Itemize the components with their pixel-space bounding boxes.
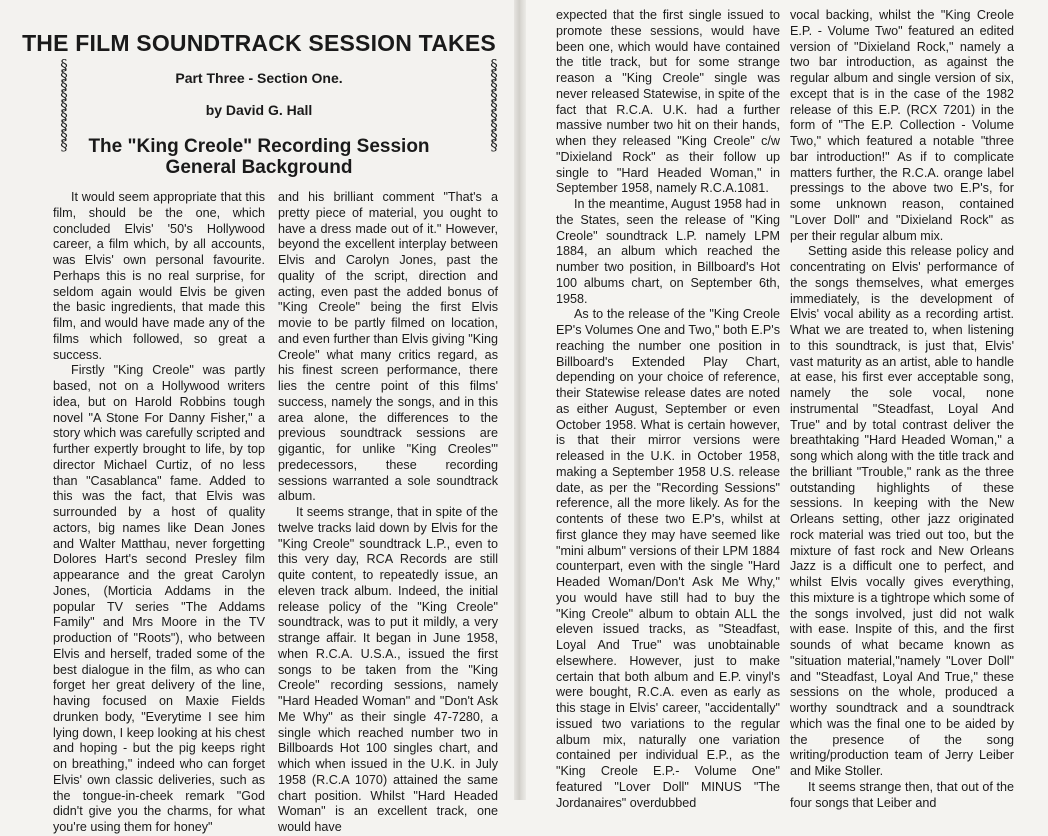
paragraph: It seems strange then, that out of the four songs that Leiber and xyxy=(790,779,1014,810)
text-column-2 xyxy=(278,190,498,836)
part-heading: Part Three - Section One. xyxy=(175,70,343,86)
paragraph: Firstly "King Creole" was partly based, not on a Hollywood writers idea, but on Harold Robbins tough novel "A Stone For Danny Fisher," a story which was carefully scripted and further expertly brought to life, by top director Michael Curtiz, of no less than "Casablanca" fame. Added to this was the fact, that Elvis was surrounded by a host of quality actors, big names like Dean Jones and Walter Matthau, never forgetting Dolores Hart's second Presley film appearance and the great Carolyn Jones, (Morticia Addams in the popular TV series "The Addams Family" and Mrs Moore in the TV production of "Roots"), who between Elvis and herself, traded some of the best dialogue in the film, as who can forget her great delivery of the line, having focused on Maxie Fields drunken body, "Everytime I see him lying down, I keep looking at his chest and hoping - but the pig keeps right on breathing," indeed who can forget Elvis' own classic deliveries, such as the tongue-in-cheek remark "God didn't give you the charms, for what you're using them for honey" xyxy=(53,363,265,834)
text-column-1 xyxy=(53,190,265,836)
section-title: THE FILM SOUNDTRACK SESSION TAKES xyxy=(22,30,496,56)
paragraph: In the meantime, August 1958 had in the States, seen the release of "King Creole" soundtrack L.P. namely LPM 1884, an album which reached the number two position, in Billboard's Hot 100 albums chart, on September 6th, 1958. xyxy=(556,197,780,306)
text-column-3 xyxy=(556,8,780,811)
paragraph: Setting aside this release policy and concentrating on Elvis' performance of the songs themselves, what emerges immediately, is the development of Elvis' vocal ability as a recording artist. What we are treated to, when listening to this soundtrack, is just that, Elvis' vast maturity as an artist, able to handle at ease, his first ever acceptable song, namely the sole vocal, none instrumental "Steadfast, Loyal And True" and by total contrast deliver the breathtaking "Hard Headed Woman," a song which along with the title track and the brilliant "Trouble," rank as the three outstanding highlights of these sessions. In keeping with the New Orleans setting, other jazz originated rock material was tried out too, but the mixture of fast rock and New Orleans Jazz is a difficult one to perfect, and whilst Elvis vocally gives everything, this mixture is a tightrope which some of the songs involved, just did not walk with ease. Inspite of this, and the first sounds of what became known as "situation material,"namely "Lover Doll" and "Steadfast, Loyal And True," these sessions on the whole, produced a worthy soundtrack and a soundtrack which was the final one to be aided by the presence of the song writing/production team of Jerry Leiber and Mike Stoller. xyxy=(790,244,1014,778)
paragraph: vocal backing, whilst the "King Creole E.P. - Volume Two" featured an edited version of "Dixieland Rock," namely a two bar introduction, as against the regular album and single version of six, except that is in the case of the 1982 release of this E.P. (RCX 7201) in the form of "The E.P. Collection - Volume Two," which featured a notable "three bar introduction!" As if to complicate matters further, the R.C.A. orange label pressings to the above two E.P's, for some unknown reason, contained "Lover Doll" and "Dixieland Rock" as per their regular album mix. xyxy=(790,8,1014,243)
paragraph: As to the release of the "King Creole EP's Volumes One and Two," both E.P's reaching the number one position in Billboard's Extended Play Chart, depending on your choice of reference, their Statewise release dates are noted as either August, September or even October 1958. What is certain however, is that their mirror versions were released in the U.K. in October 1958, making a September 1958 U.S. release date, as per the "Recording Sessions" reference, all the more likely. As for the contents of these two E.P's, whilst at first glance they may have seemed like "mini album" versions of their LPM 1884 counterpart, even with the single "Hard Headed Woman/Don't Ask Me Why," you would have still had to buy the "King Creole" album to obtain ALL the eleven issued tracks, as "Steadfast, Loyal And True" was unobtainable elsewhere. However, just to make certain that both album and E.P. vinyl's were bought, R.C.A. even as early as this stage in Elvis' career, "accidentally" issued two variations to the regular album mix, naturally one variation contained per individual E.P., as the "King Creole E.P.- Volume One" featured "Lover Doll" MINUS "The Jordanaires" overdubbed xyxy=(556,307,780,810)
author-byline: by David G. Hall xyxy=(205,102,313,118)
ornament-glyphs: § § § § § § § § § xyxy=(60,56,68,154)
paragraph: It would seem appropriate that this film, should be the one, which concluded Elvis' '50's Hollywood career, a film which, by all accounts, was Elvis' own personal favourite. Perhaps this is no real surprise, for seldom again would Elvis be given the basic ingredients, that made this film, and would have made any of the films which followed, so great a success. xyxy=(53,190,265,362)
article-title-line-1: The "King Creole" Recording Session xyxy=(88,136,430,157)
paragraph: It seems strange, that in spite of the twelve tracks laid down by Elvis for the "King Creole" soundtrack L.P., even to this very day, RCA Records are still quite content, to repeatedly issue, an eleven track album. Indeed, the initial release policy of the "King Creole" soundtrack, was to put it mildly, a very strange affair. It began in June 1958, when R.C.A. U.S.A., issued the first songs to be taken from the "King Creole" recording sessions, namely "Hard Headed Woman" and "Don't Ask Me Why" as their single 47-7280, a single which reached number two in Billboards Hot 100 singles chart, and which when issued in the U.K. in July 1958 (R.C.A 1070) attained the same chart position. Whilst "Hard Headed Woman" is an excellent track, one would have xyxy=(278,505,498,834)
book-gutter xyxy=(514,0,526,800)
text-column-4 xyxy=(790,8,1014,811)
paragraph: and his brilliant comment "That's a pretty piece of material, you ought to have a dress made out of it." However, beyond the excellent interplay between Elvis and Carolyn Jones, past the quality of the script, direction and acting, even past the added bonus of "King Creole" being the first Elvis movie to be partly filmed on location, and even further than Elvis giving "King Creole" what many critics regard, as his finest screen performance, there lies the centre point of this films' success, namely the songs, and in this area alone, the differences to the previous soundtrack sessions are gigantic, for unlike "King Creoles'" predecessors, these recording sessions warranted a sole soundtrack album. xyxy=(278,190,498,504)
article-title-line-2: General Background xyxy=(165,157,353,178)
ornament-glyphs: § § § § § § § § § xyxy=(490,56,498,154)
article-title xyxy=(0,136,518,178)
paragraph: expected that the first single issued to promote these sessions, would have been one, which would have contained the title track, but for some strange reason a "King Creole" single was never released Statewise, in spite of the fact that R.C.A. U.K. had a further massive number two hit on their hands, when they released "King Creole" c/w "Dixieland Rock" as their follow up single to "Hard Headed Woman," in September 1958, namely R.C.A.1081. xyxy=(556,8,780,196)
